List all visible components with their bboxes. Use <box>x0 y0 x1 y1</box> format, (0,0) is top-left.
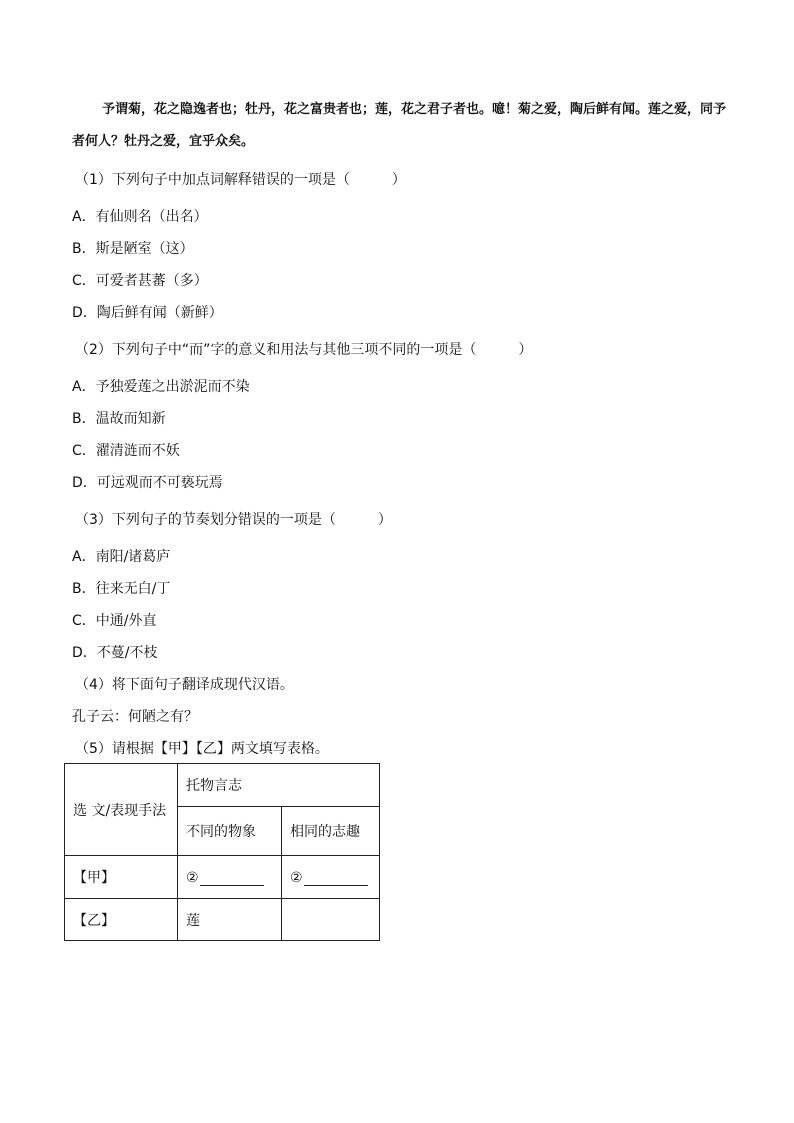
table-row-jia-label: 【甲】 <box>65 856 178 899</box>
question-3-option-b: B．往来无白/丁 <box>72 581 171 597</box>
passage-text: 予谓菊，花之隐逸者也；牡丹，花之富贵者也；莲，花之君子者也。噫！菊之爱，陶后鲜有闻。莲之爱，同予者何人？牡丹之爱，宜乎众矣。 <box>72 102 727 149</box>
question-2-option-c: C．濯清涟而不妖 <box>72 443 180 459</box>
question-3-option-a: A．南阳/诸葛庐 <box>72 549 171 565</box>
question-2-option-b: B．温故而知新 <box>72 411 166 427</box>
table-yi-object-cell: 莲 <box>178 899 282 941</box>
circled-number-marker: ② <box>290 869 303 886</box>
question-1-option-c: C．可爱者甚蕃（多） <box>72 273 208 289</box>
question-2-stem: （2）下列句子中“而”字的意义和用法与其他三项不同的一项是（ ） <box>75 342 533 358</box>
question-4-stem: （4）将下面句子翻译成现代汉语。 <box>75 677 294 693</box>
question-4-sentence: 孔子云：何陋之有？ <box>72 709 198 725</box>
question-3-option-c: C．中通/外直 <box>72 613 157 629</box>
question-1-stem: （1）下列句子中加点词解释错误的一项是（ ） <box>75 172 406 188</box>
table-yi-aspiration-cell[interactable] <box>282 899 380 941</box>
question-1-option-a: A．有仙则名（出名） <box>72 209 208 225</box>
table-jia-object-cell[interactable] <box>178 856 282 899</box>
question-1-option-b: B．斯是陋室（这） <box>72 241 194 257</box>
answer-blank[interactable] <box>304 869 368 886</box>
table-aspiration-header: 相同的志趣 <box>282 807 380 856</box>
table-corner-header: 选 文/表现手法 <box>65 764 178 856</box>
table-object-header: 不同的物象 <box>178 807 282 856</box>
question-3-stem: （3）下列句子的节奏划分错误的一项是（ ） <box>75 512 392 528</box>
question-3-option-d: D．不蔓/不枝 <box>72 645 158 661</box>
answer-blank[interactable] <box>200 869 264 886</box>
question-2-option-d: D．可远观而不可亵玩焉 <box>72 475 223 491</box>
table-jia-aspiration-cell[interactable] <box>282 856 380 899</box>
table-method-header: 托物言志 <box>178 764 380 807</box>
answer-table <box>64 763 380 941</box>
question-2-option-a: A．予独爱莲之出淤泥而不染 <box>72 379 250 395</box>
question-1-option-d: D．陶后鲜有闻（新鲜） <box>72 305 223 321</box>
table-row-yi-label: 【乙】 <box>65 899 178 941</box>
question-5-stem: （5）请根据【甲】【乙】两文填写表格。 <box>75 741 329 757</box>
circled-number-marker: ② <box>186 869 199 886</box>
